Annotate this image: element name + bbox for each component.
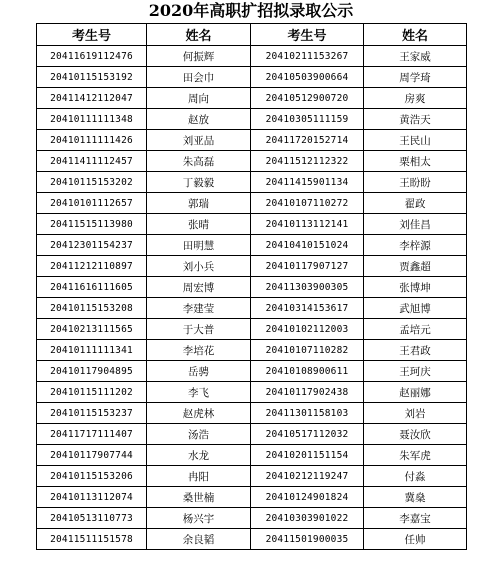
student-name-cell: 冀燊 (364, 487, 467, 508)
table-row (37, 508, 467, 529)
exam-number-cell: 20410111111426 (37, 130, 147, 151)
exam-number-cell: 20410117907744 (37, 445, 147, 466)
table-row (37, 151, 467, 172)
exam-number-cell: 20411511151578 (37, 529, 147, 550)
student-name-cell: 周宏博 (147, 277, 251, 298)
table-row (37, 109, 467, 130)
header-exam-number-left: 考生号 (37, 24, 147, 46)
student-name-cell: 水龙 (147, 445, 251, 466)
table-row (37, 214, 467, 235)
exam-number-cell: 20410117902438 (251, 382, 364, 403)
table-row (37, 529, 467, 550)
student-name-cell: 付淼 (364, 466, 467, 487)
table-row (37, 46, 467, 67)
student-name-cell: 李建莹 (147, 298, 251, 319)
student-name-cell: 刘亚品 (147, 130, 251, 151)
table-row (37, 424, 467, 445)
table-row (37, 193, 467, 214)
student-name-cell: 刘岩 (364, 403, 467, 424)
table-row (37, 298, 467, 319)
student-name-cell: 张晴 (147, 214, 251, 235)
exam-number-cell: 20410108900611 (251, 361, 364, 382)
header-exam-number-right: 考生号 (251, 24, 364, 46)
exam-number-cell: 20410503900664 (251, 67, 364, 88)
student-name-cell: 杨兴宇 (147, 508, 251, 529)
table-row (37, 67, 467, 88)
student-name-cell: 桑世楠 (147, 487, 251, 508)
student-name-cell: 郭瑞 (147, 193, 251, 214)
exam-number-cell: 20411619112476 (37, 46, 147, 67)
student-name-cell: 岳骋 (147, 361, 251, 382)
student-name-cell: 冉阳 (147, 466, 251, 487)
exam-number-cell: 20411411112457 (37, 151, 147, 172)
student-name-cell: 王民山 (364, 130, 467, 151)
student-name-cell: 贾鑫超 (364, 256, 467, 277)
table-body (37, 46, 467, 550)
header-row (37, 24, 467, 46)
table-row (37, 382, 467, 403)
student-name-cell: 汤浩 (147, 424, 251, 445)
exam-number-cell: 20410101112657 (37, 193, 147, 214)
exam-number-cell: 20410213111565 (37, 319, 147, 340)
exam-number-cell: 20411415901134 (251, 172, 364, 193)
exam-number-cell: 20410314153617 (251, 298, 364, 319)
exam-number-cell: 20411301158103 (251, 403, 364, 424)
table-row (37, 487, 467, 508)
student-name-cell: 王珂庆 (364, 361, 467, 382)
table-row (37, 445, 467, 466)
student-name-cell: 何振辉 (147, 46, 251, 67)
exam-number-cell: 20410113112074 (37, 487, 147, 508)
student-name-cell: 王君政 (364, 340, 467, 361)
exam-number-cell: 20410303901022 (251, 508, 364, 529)
exam-number-cell: 20410117907127 (251, 256, 364, 277)
exam-number-cell: 20410201151154 (251, 445, 364, 466)
exam-number-cell: 20411303900305 (251, 277, 364, 298)
student-name-cell: 王家威 (364, 46, 467, 67)
student-name-cell: 栗相太 (364, 151, 467, 172)
student-name-cell: 王盼盼 (364, 172, 467, 193)
page-title: 2020年高职扩招拟录取公示 (148, 1, 354, 20)
exam-number-cell: 20410117904895 (37, 361, 147, 382)
exam-number-cell: 20411717111407 (37, 424, 147, 445)
exam-number-cell: 20410517112032 (251, 424, 364, 445)
student-name-cell: 刘佳昌 (364, 214, 467, 235)
student-name-cell: 田明慧 (147, 235, 251, 256)
table-row (37, 172, 467, 193)
exam-number-cell: 20411412112047 (37, 88, 147, 109)
table-row (37, 319, 467, 340)
student-name-cell: 赵虎林 (147, 403, 251, 424)
student-name-cell: 张博坤 (364, 277, 467, 298)
student-name-cell: 孟培元 (364, 319, 467, 340)
student-name-cell: 李梓源 (364, 235, 467, 256)
student-name-cell: 周向 (147, 88, 251, 109)
table-row (37, 277, 467, 298)
exam-number-cell: 20410124901824 (251, 487, 364, 508)
exam-number-cell: 20412301154237 (37, 235, 147, 256)
exam-number-cell: 20411616111605 (37, 277, 147, 298)
exam-number-cell: 20410410151024 (251, 235, 364, 256)
student-name-cell: 李飞 (147, 382, 251, 403)
admission-table (36, 23, 467, 550)
table-row (37, 403, 467, 424)
table-row (37, 361, 467, 382)
exam-number-cell: 20410115153208 (37, 298, 147, 319)
exam-number-cell: 20411720152714 (251, 130, 364, 151)
exam-number-cell: 20410513110773 (37, 508, 147, 529)
header-name-left: 姓名 (147, 24, 251, 46)
student-name-cell: 黄浩天 (364, 109, 467, 130)
exam-number-cell: 20410107110272 (251, 193, 364, 214)
student-name-cell: 武旭博 (364, 298, 467, 319)
student-name-cell: 朱军虎 (364, 445, 467, 466)
exam-number-cell: 20410211153267 (251, 46, 364, 67)
student-name-cell: 丁毅毅 (147, 172, 251, 193)
student-name-cell: 刘小兵 (147, 256, 251, 277)
exam-number-cell: 20410107110282 (251, 340, 364, 361)
student-name-cell: 余良韬 (147, 529, 251, 550)
table-row (37, 88, 467, 109)
student-name-cell: 赵丽娜 (364, 382, 467, 403)
table-row (37, 466, 467, 487)
exam-number-cell: 20410305111159 (251, 109, 364, 130)
student-name-cell: 赵放 (147, 109, 251, 130)
table-row (37, 256, 467, 277)
student-name-cell: 李培花 (147, 340, 251, 361)
header-name-right: 姓名 (364, 24, 467, 46)
table-row (37, 235, 467, 256)
student-name-cell: 田会巾 (147, 67, 251, 88)
student-name-cell: 李嘉宝 (364, 508, 467, 529)
exam-number-cell: 20410113112141 (251, 214, 364, 235)
exam-number-cell: 20410115153237 (37, 403, 147, 424)
exam-number-cell: 20410115153206 (37, 466, 147, 487)
exam-number-cell: 20410115111202 (37, 382, 147, 403)
table-row (37, 130, 467, 151)
exam-number-cell: 20410111111341 (37, 340, 147, 361)
student-name-cell: 任帅 (364, 529, 467, 550)
table-row (37, 340, 467, 361)
exam-number-cell: 20410102112003 (251, 319, 364, 340)
student-name-cell: 于大普 (147, 319, 251, 340)
exam-number-cell: 20410212119247 (251, 466, 364, 487)
exam-number-cell: 20410512900720 (251, 88, 364, 109)
exam-number-cell: 20411512112322 (251, 151, 364, 172)
student-name-cell: 房爽 (364, 88, 467, 109)
exam-number-cell: 20411212110897 (37, 256, 147, 277)
student-name-cell: 朱高磊 (147, 151, 251, 172)
student-name-cell: 翟政 (364, 193, 467, 214)
exam-number-cell: 20411515113980 (37, 214, 147, 235)
student-name-cell: 周学琦 (364, 67, 467, 88)
exam-number-cell: 20410111111348 (37, 109, 147, 130)
exam-number-cell: 20411501900035 (251, 529, 364, 550)
student-name-cell: 聂汝欣 (364, 424, 467, 445)
exam-number-cell: 20410115153202 (37, 172, 147, 193)
exam-number-cell: 20410115153192 (37, 67, 147, 88)
